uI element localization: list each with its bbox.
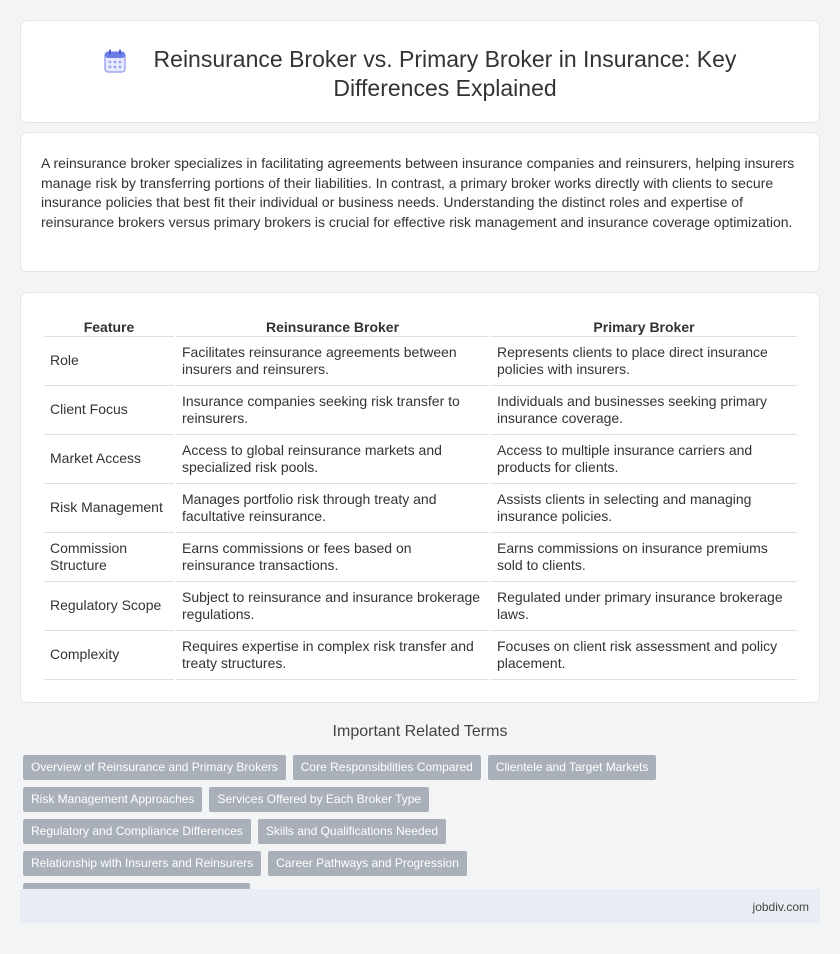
table-row	[44, 484, 797, 533]
footer-site-link[interactable]: jobdiv.com	[752, 900, 809, 914]
related-terms-list	[23, 755, 663, 908]
calendar-icon	[104, 49, 126, 73]
table-row	[44, 435, 797, 484]
table-row	[44, 386, 797, 435]
reinsurance-cell: Requires expertise in complex risk transfer and treaty structures.	[176, 631, 489, 680]
header-feature: Feature	[44, 315, 174, 337]
related-term-tag[interactable]: Overview of Reinsurance and Primary Brokers	[23, 755, 286, 780]
related-term-tag[interactable]: Core Responsibilities Compared	[293, 755, 481, 780]
reinsurance-cell: Facilitates reinsurance agreements between insurers and reinsurers.	[176, 337, 489, 386]
related-term-tag[interactable]: Relationship with Insurers and Reinsurers	[23, 851, 261, 876]
reinsurance-cell: Insurance companies seeking risk transfer to reinsurers.	[176, 386, 489, 435]
primary-cell: Access to multiple insurance carriers and products for clients.	[491, 435, 797, 484]
related-term-tag[interactable]: Risk Management Approaches	[23, 787, 202, 812]
page-title: Reinsurance Broker vs. Primary Broker in Insurance: Key Differences Explained	[153, 46, 737, 101]
reinsurance-cell: Access to global reinsurance markets and specialized risk pools.	[176, 435, 489, 484]
table-header-row	[44, 315, 797, 337]
header-reinsurance-broker: Reinsurance Broker	[176, 315, 489, 337]
comparison-card	[20, 292, 820, 703]
table-row	[44, 533, 797, 582]
title-wrap	[21, 45, 819, 103]
comparison-table	[42, 315, 799, 680]
reinsurance-cell: Manages portfolio risk through treaty and facultative reinsurance.	[176, 484, 489, 533]
related-term-tag[interactable]: Clientele and Target Markets	[488, 755, 657, 780]
footer	[20, 889, 820, 923]
primary-cell: Earns commissions on insurance premiums sold to clients.	[491, 533, 797, 582]
related-term-tag[interactable]: Regulatory and Compliance Differences	[23, 819, 251, 844]
feature-cell: Commission Structure	[44, 533, 174, 582]
feature-cell: Market Access	[44, 435, 174, 484]
primary-cell: Regulated under primary insurance brokerage laws.	[491, 582, 797, 631]
related-term-tag[interactable]: Career Pathways and Progression	[268, 851, 467, 876]
primary-cell: Focuses on client risk assessment and policy placement.	[491, 631, 797, 680]
feature-cell: Regulatory Scope	[44, 582, 174, 631]
table-row	[44, 337, 797, 386]
feature-cell: Complexity	[44, 631, 174, 680]
header-primary-broker: Primary Broker	[491, 315, 797, 337]
primary-cell: Assists clients in selecting and managing insurance policies.	[491, 484, 797, 533]
related-term-tag[interactable]: Services Offered by Each Broker Type	[209, 787, 429, 812]
table-row	[44, 631, 797, 680]
feature-cell: Client Focus	[44, 386, 174, 435]
reinsurance-cell: Earns commissions or fees based on reinsurance transactions.	[176, 533, 489, 582]
related-terms-heading: Important Related Terms	[332, 723, 508, 740]
feature-cell: Role	[44, 337, 174, 386]
reinsurance-cell: Subject to reinsurance and insurance brokerage regulations.	[176, 582, 489, 631]
feature-cell: Risk Management	[44, 484, 174, 533]
table-row	[44, 582, 797, 631]
primary-cell: Represents clients to place direct insurance policies with insurers.	[491, 337, 797, 386]
intro-paragraph: A reinsurance broker specializes in facilitating agreements between insurance companies and reinsurers, helping insurers manage risk by transferring portions of their liabilities. In contrast, a primary broker works directly with clients to secure insurance policies that best fit their individual or business needs. Understanding the distinct roles and expertise of reinsurance brokers versus primary brokers is crucial for effective risk management and insurance coverage optimization.	[41, 155, 795, 230]
intro-card	[20, 132, 820, 272]
primary-cell: Individuals and businesses seeking primary insurance coverage.	[491, 386, 797, 435]
title-card	[20, 20, 820, 123]
related-term-tag[interactable]: Skills and Qualifications Needed	[258, 819, 446, 844]
